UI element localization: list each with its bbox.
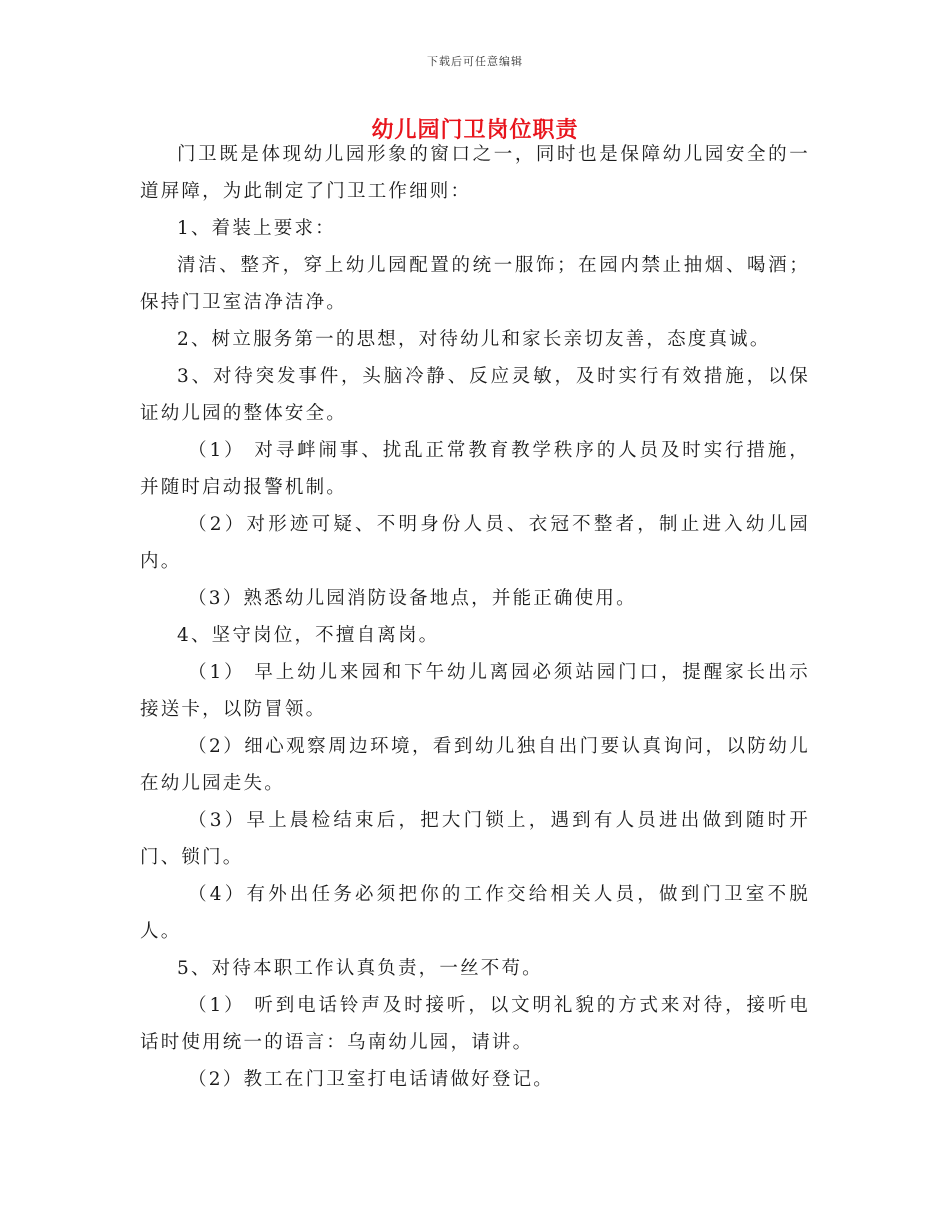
intro-paragraph: 门卫既是体现幼儿园形象的窗口之一，同时也是保障幼儿园安全的一道屏障，为此制定了门卫工作细则：: [140, 144, 810, 202]
section-2-text: 2、树立服务第一的思想，对待幼儿和家长亲切友善，态度真诚。: [177, 329, 771, 350]
section-3-text: 3、对待突发事件，头脑冷静、反应灵敏，及时实行有效措施，以保证幼儿园的整体安全。: [140, 366, 810, 424]
section-3-item-1: （1） 对寻衅闹事、扰乱正常教育教学秩序的人员及时实行措施，并随时启动报警机制。: [140, 440, 810, 498]
section-5-item-2: （2）教工在门卫室打电话请做好登记。: [188, 1069, 554, 1090]
section-5-item-1: （1） 听到电话铃声及时接听，以文明礼貌的方式来对待，接听电话时使用统一的语言：乌南幼儿园，请讲。: [140, 995, 810, 1053]
section-3-item-3: （3）熟悉幼儿园消防设备地点，并能正确使用。: [188, 588, 637, 609]
section-1-heading: 1、着装上要求：: [177, 218, 336, 239]
section-1-text: 清洁、整齐，穿上幼儿园配置的统一服饰；在园内禁止抽烟、喝酒；保持门卫室洁净洁净。: [140, 255, 810, 313]
document-body: [140, 136, 810, 1098]
document-title: 幼儿园门卫岗位职责: [371, 117, 579, 143]
download-note: 下载后可任意编辑: [427, 55, 523, 68]
section-4-item-3: （3）早上晨检结束后，把大门锁上，遇到有人员进出做到随时开门、锁门。: [140, 810, 810, 868]
section-3-item-2: （2）对形迹可疑、不明身份人员、衣冠不整者，制止进入幼儿园内。: [140, 514, 810, 572]
section-4-item-1: （1） 早上幼儿来园和下午幼儿离园必须站园门口，提醒家长出示接送卡，以防冒领。: [140, 662, 810, 720]
section-4-item-4: （4）有外出任务必须把你的工作交给相关人员，做到门卫室不脱人。: [140, 884, 810, 942]
section-4-item-2: （2）细心观察周边环境，看到幼儿独自出门要认真询问，以防幼儿在幼儿园走失。: [140, 736, 810, 794]
section-4-text: 4、坚守岗位，不擅自离岗。: [177, 625, 440, 646]
section-5-text: 5、对待本职工作认真负责，一丝不苟。: [177, 958, 543, 979]
